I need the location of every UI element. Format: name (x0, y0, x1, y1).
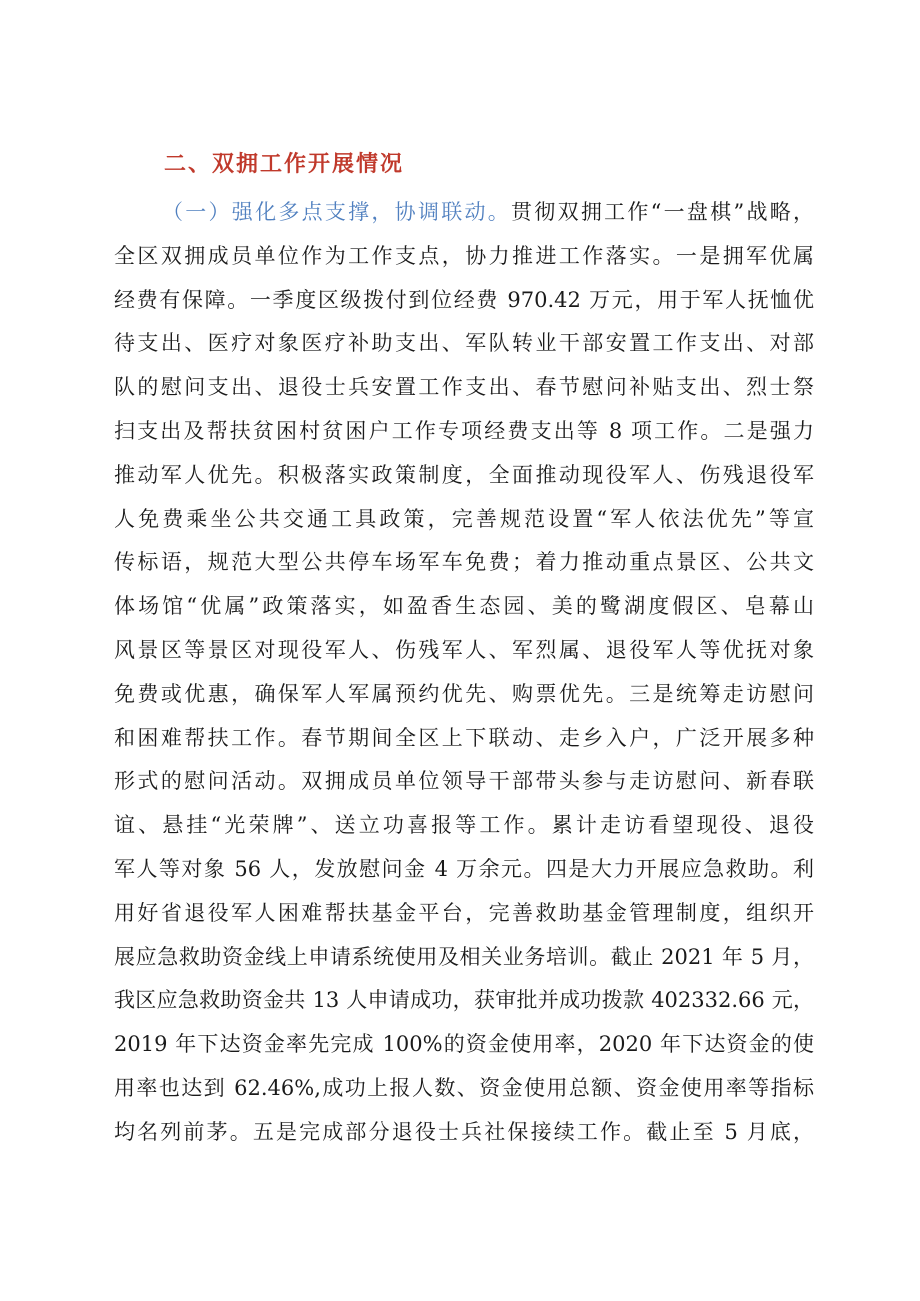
document-body (114, 191, 814, 1155)
paragraph-line: 我区应急救助资金共 13 人申请成功，获审批并成功拨款 402332.66 元， (114, 988, 814, 1013)
paragraph-line: 经费有保障。一季度区级拨付到位经费 970.42 万元，用于军人抚恤优 (114, 287, 814, 312)
paragraph-line: 队的慰问支出、退役士兵安置工作支出、春节慰问补贴支出、烈士祭 (114, 375, 814, 400)
line-text: 贯彻双拥工作“一盘棋”战略， (511, 200, 814, 224)
paragraph-line: 传标语，规范大型公共停车场军车免费；着力推动重点景区、公共文 (114, 550, 814, 575)
paragraph-line: 推动军人优先。积极落实政策制度，全面推动现役军人、伤残退役军 (114, 462, 814, 487)
paragraph-line: 免费或优惠，确保军人军属预约优先、购票优先。三是统筹走访慰问 (114, 681, 814, 706)
paragraph-line: 人免费乘坐公共交通工具政策，完善规范设置“军人依法优先”等宣 (114, 506, 814, 531)
paragraph-line: 军人等对象 56 人，发放慰问金 4 万余元。四是大力开展应急救助。利 (114, 856, 814, 881)
subheading: （一）强化多点支撑，协调联动。 (162, 200, 512, 224)
paragraph-line: 谊、悬挂“光荣牌”、送立功喜报等工作。累计走访看望现役、退役 (114, 813, 814, 838)
paragraph-line: 用好省退役军人困难帮扶基金平台，完善救助基金管理制度，组织开 (114, 900, 814, 925)
paragraph-line (114, 191, 814, 235)
paragraph-line: 和困难帮扶工作。春节期间全区上下联动、走乡入户，广泛开展多种 (114, 725, 814, 750)
paragraph-line: 扫支出及帮扶贫困村贫困户工作专项经费支出等 8 项工作。二是强力 (114, 418, 814, 443)
paragraph-line: 用率也达到 62.46%,成功上报人数、资金使用总额、资金使用率等指标 (114, 1075, 814, 1100)
paragraph-line: 均名列前茅。五是完成部分退役士兵社保接续工作。截止至 5 月底， (114, 1119, 814, 1144)
paragraph-line: 2019 年下达资金率先完成 100%的资金使用率，2020 年下达资金的使 (114, 1032, 814, 1057)
section-heading: 二、双拥工作开展情况 (164, 152, 405, 177)
paragraph-line: 形式的慰问活动。双拥成员单位领导干部带头参与走访慰问、新春联 (114, 769, 814, 794)
paragraph-line: 风景区等景区对现役军人、伤残军人、军烈属、退役军人等优抚对象 (114, 637, 814, 662)
paragraph-line: 展应急救助资金线上申请系统使用及相关业务培训。截止 2021 年 5 月， (114, 944, 814, 969)
paragraph-line: 全区双拥成员单位作为工作支点，协力推进工作落实。一是拥军优属 (114, 243, 814, 268)
paragraph-line: 待支出、医疗对象医疗补助支出、军队转业干部安置工作支出、对部 (114, 331, 814, 356)
paragraph-line: 体场馆“优属”政策落实，如盈香生态园、美的鹭湖度假区、皂幕山 (114, 594, 814, 619)
